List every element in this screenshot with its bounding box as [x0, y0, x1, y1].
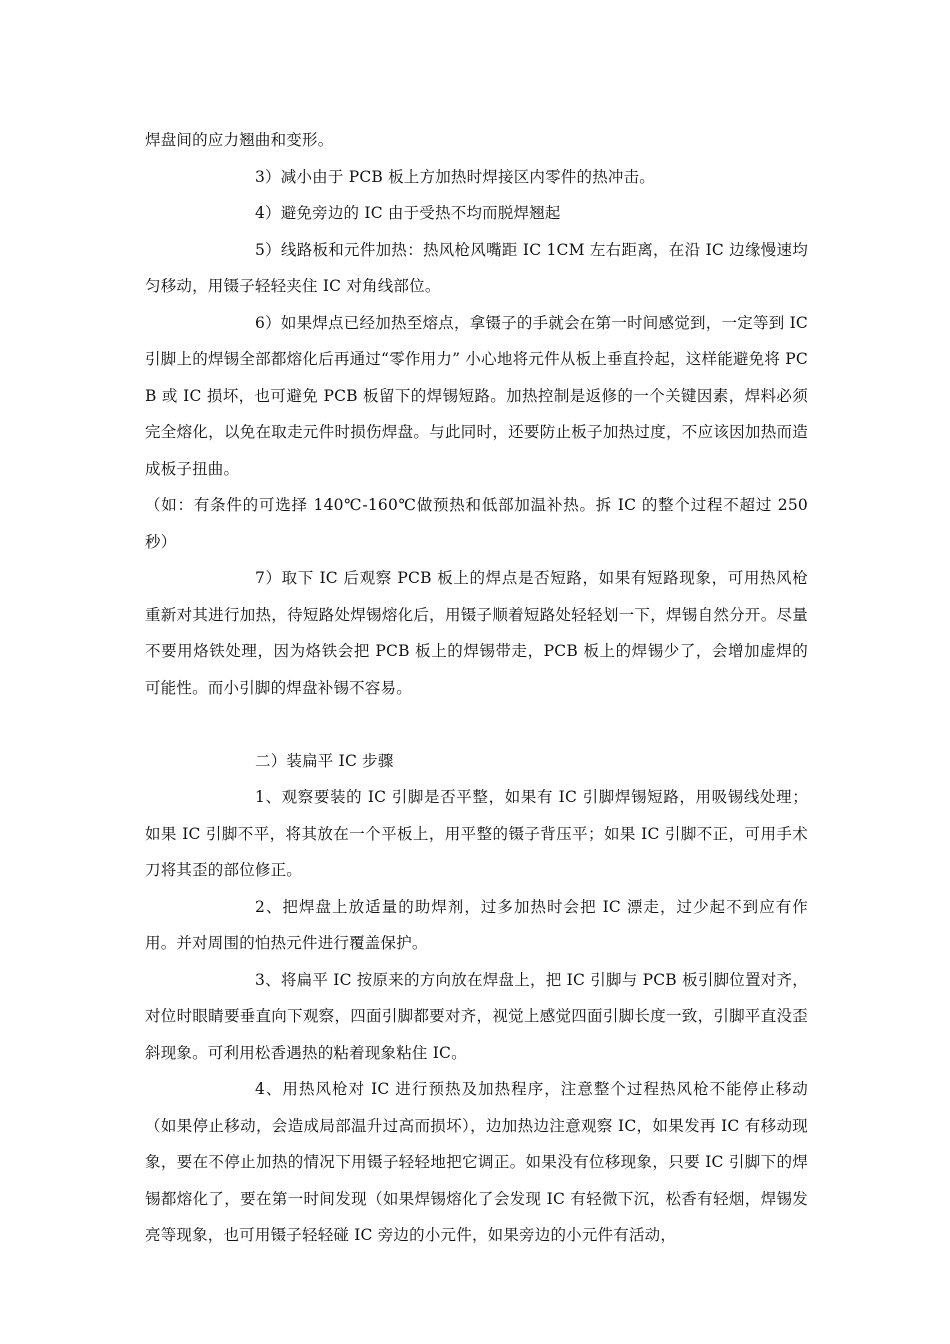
step-1: 1、观察要装的 IC 引脚是否平整，如果有 IC 引脚焊锡短路，用吸锡线处理；如果 IC 引脚不平，将其放在一个平板上，用平整的镊子背压平；如果 IC 引脚不正，可用手术刀将其歪的部位修正。: [145, 788, 808, 879]
paragraph-item-6: 6）如果焊点已经加热至熔点，拿镊子的手就会在第一时间感觉到，一定等到 IC 引脚上的焊锡全部都熔化后再通过“零作用力” 小心地将元件从板上垂直拎起，这样能避免将 PCB 或 IC 损坏，也可避免 PCB 板留下的焊锡短路。加热控制是返修的一个关键因素，焊料必须完全熔化，以免在取走元件时损伤焊盘。与此同时，还要防止板子加热过度，不应该因加热而造成板子扭曲。: [145, 313, 808, 478]
paragraph-item-3: 3）减小由于 PCB 板上方加热时焊接区内零件的热冲击。: [255, 167, 655, 186]
step-3: 3、将扁平 IC 按原来的方向放在焊盘上，把 IC 引脚与 PCB 板引脚位置对齐，对位时眼睛要垂直向下观察，四面引脚都要对齐，视觉上感觉四面引脚长度一致，引脚平直没歪斜现象。可利用松香遇热的粘着现象粘住 IC。: [145, 970, 808, 1062]
section-spacer: [145, 706, 808, 743]
paragraph-item-5: 5）线路板和元件加热：热风枪风嘴距 IC 1CM 左右距离，在沿 IC 边缘慢速均匀移动，用镊子轻轻夹住 IC 对角线部位。: [145, 240, 808, 295]
document-body: [145, 122, 808, 1254]
paragraph-note: （如：有条件的可选择 140℃-160℃做预热和低部加温补热。拆 IC 的整个过程不超过 250 秒）: [145, 496, 808, 551]
paragraph-item-4: 4）避免旁边的 IC 由于受热不均而脱焊翘起: [255, 204, 561, 222]
paragraph-item-7: 7）取下 IC 后观察 PCB 板上的焊点是否短路，如果有短路现象，可用热风枪重新对其进行加热，待短路处焊锡熔化后，用镊子顺着短路处轻轻划一下，焊锡自然分开。尽量不要用烙铁处理，因为烙铁会把 PCB 板上的焊锡带走，PCB 板上的焊锡少了，会增加虚焊的可能性。而小引脚的焊盘补锡不容易。: [145, 569, 808, 697]
step-2: 2、把焊盘上放适量的助焊剂，过多加热时会把 IC 漂走，过少起不到应有作用。并对周围的怕热元件进行覆盖保护。: [145, 897, 808, 952]
paragraph-continuation: 焊盘间的应力翘曲和变形。: [145, 131, 334, 149]
section-heading: 二）装扁平 IC 步骤: [255, 751, 394, 770]
step-4: 4、用热风枪对 IC 进行预热及加热程序，注意整个过程热风枪不能停止移动（如果停止移动，会造成局部温升过高而损坏），边加热边注意观察 IC，如果发再 IC 有移动现象，要在不停止加热的情况下用镊子轻轻地把它调正。如果没有位移现象，只要 IC 引脚下的焊锡都熔化了，要在第一时间发现（如果焊锡熔化了会发现 IC 有轻微下沉，松香有轻烟，焊锡发亮等现象，也可用镊子轻轻碰 IC 旁边的小元件，如果旁边的小元件有活动，: [145, 1080, 808, 1244]
